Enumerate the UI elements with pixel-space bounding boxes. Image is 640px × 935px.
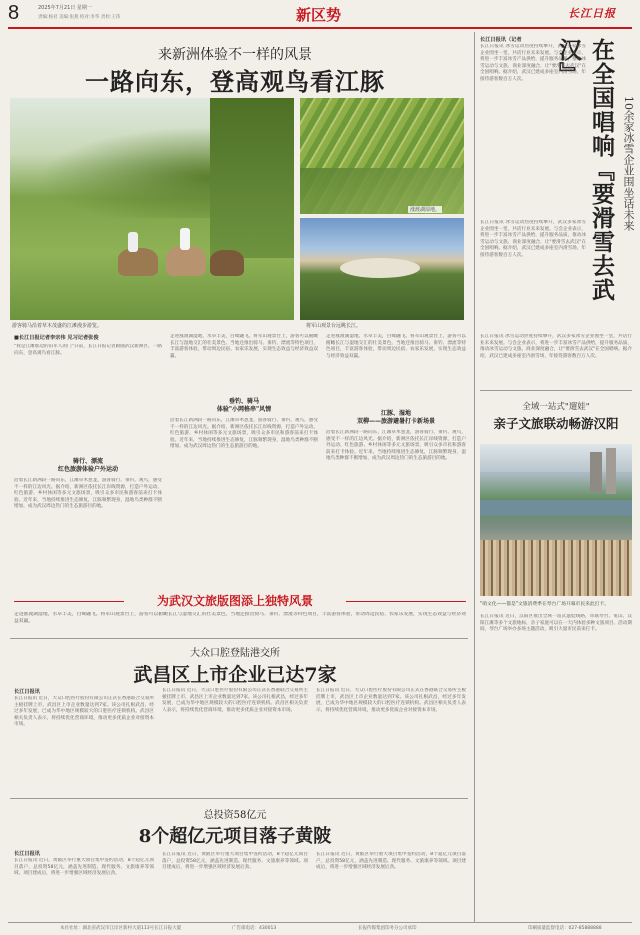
- story1-lead: "我是江滩那边的旧军人的门"日前，长江日报记者跟随武汉新洲区，一路向东，登高观鸟看江豚。: [14, 344, 162, 356]
- right-photo-caption: "萌文化——都是"文旅消费季在琴台广场开幕市民来此打卡。: [480, 602, 610, 607]
- page-number: 8: [8, 2, 20, 24]
- photo-caption-1: 游客骑马沿着草木茂盛的江滩漫步游览。: [12, 323, 103, 329]
- building: [606, 448, 616, 494]
- divider: [10, 798, 468, 799]
- story1-col3-text-b: 沿着长江新洲段一路向东，江滩草木葱茏，游客骑行、垂钓、观鸟，感受不一样的江边风光。据介绍，新洲区依托长江岸线资源，打造户外运动、红色旅游、乡村休闲等多元文旅场景，吸引众多市民和游客前来打卡体验。近年来，当地持续推进生态修复，江豚频繁现身，湿地鸟类种群不断增加，成为武汉周边热门的生态旅游目的地。: [326, 430, 466, 462]
- photo-caption-2: 涨渡湖湿地。: [410, 207, 441, 213]
- story3-col3: 长江日报讯 近日，黄陂区举行重大项目集中签约活动，8个超亿元项目落户，总投资58亿元，涵盖先进制造、现代服务、文旅康养等领域。项目建成后，将进一步增强区域经济发展后劲。: [316, 852, 466, 871]
- story2-col3: 长江日报讯 近日，大众口腔医疗股份有限公司正式在香港联合交易所主板挂牌上市，武昌区上市企业数量达到7家。该公司扎根武昌，经过多年发展，已成为华中地区规模较大的口腔医疗连锁机构。武昌区相关负责人表示，将持续优化营商环境，推动更多优质企业对接资本市场。: [316, 688, 466, 713]
- rider: [180, 228, 190, 250]
- story1-kicker: 来新洲体验不一样的风景: [158, 47, 312, 63]
- story1-sub-3: 江豚、湿地 双柳——旅游避暑打卡新场景: [356, 410, 435, 425]
- date-line: 2025年7月21日 星期一: [38, 5, 92, 11]
- right-story-byline: 长江日报讯（记者: [480, 37, 522, 43]
- story2-title: 武昌区上市企业已达7家: [133, 664, 337, 686]
- photo-aerial-plaza: [480, 444, 632, 596]
- photo-overlook: [300, 218, 464, 320]
- newspaper-logo: 长江日报: [568, 7, 616, 20]
- photo-wetland: [300, 98, 464, 214]
- story2-kicker: 大众口腔登陆港交所: [190, 648, 280, 659]
- story3-byline: 长江日报讯: [14, 851, 40, 857]
- building: [590, 452, 602, 492]
- horse: [210, 250, 244, 276]
- column-separator: [474, 32, 475, 922]
- story3-title: 8个超亿元项目落子黄陂: [138, 826, 332, 847]
- story1-title: 一路向东，登高观鸟看江豚: [85, 67, 385, 96]
- banner-rule-right: [346, 601, 466, 602]
- right-story-title: 在全国唱响『要滑雪去武汉』: [555, 38, 615, 302]
- story1-col2-text: 走进涨渡湖湿地，水草丰美，白鹭翩飞。将军山观景台上，游客可以俯瞰长江与湿地交汇的壮美景色。当地还推出骑马、垂钓、漂流等特色项目，丰富游客体验，带动周边民宿、农家乐发展，实现生态效益与经济效益双赢。: [170, 334, 318, 359]
- right-photo-title: 亲子文旅联动畅游汉阳: [493, 416, 619, 431]
- banner-rule-left: [14, 601, 124, 602]
- footer-mid: 广告部电话：430013: [232, 926, 277, 931]
- header-rule: [8, 27, 632, 29]
- story2-byline: 长江日报讯: [14, 689, 40, 695]
- story1-sub-1: 骑行、漂流 红色旅游体验户外运动: [57, 458, 118, 473]
- right-lower-text: 长江日报讯 近日，汉阳区推出全域一站式遛娃线路，串联琴台、龟山、汉阳江滩等多个文旅地标，亲子家庭可以在一天内体验多种文旅项目。活动期间，琴台广场举办多场主题活动，吸引大量市民前来打卡。: [480, 614, 632, 633]
- story2-col2: 长江日报讯 近日，大众口腔医疗股份有限公司正式在香港联合交易所主板挂牌上市，武昌区上市企业数量达到7家。该公司扎根武昌，经过多年发展，已成为华中地区规模较大的口腔医疗连锁机构。武昌区相关负责人表示，将持续优化营商环境，推动更多优质企业对接资本市场。: [162, 688, 308, 713]
- horse: [118, 248, 158, 276]
- story1-col1-text: 沿着长江新洲段一路向东，江滩草木葱茏，游客骑行、垂钓、观鸟，感受不一样的江边风光。据介绍，新洲区依托长江岸线资源，打造户外运动、红色旅游、乡村休闲等多元文旅场景，吸引众多市民和游客前来打卡体验。近年来，当地持续推进生态修复，江豚频繁现身，湿地鸟类种群不断增加，成为武汉周边热门的生态旅游目的地。: [14, 478, 162, 510]
- rider: [128, 232, 138, 252]
- story3-col2: 长江日报讯 近日，黄陂区举行重大项目集中签约活动，8个超亿元项目落户，总投资58亿元，涵盖先进制造、现代服务、文旅康养等领域。项目建成后，将进一步增强区域经济发展后劲。: [162, 852, 308, 871]
- divider: [480, 390, 632, 391]
- page-header: [0, 0, 640, 28]
- banner-title: 为武汉文旅版图添上独特风景: [156, 594, 313, 608]
- footer-right: 长报传媒集团印务分公司承印: [358, 926, 417, 931]
- story3-kicker: 总投资58亿元: [203, 810, 267, 821]
- footer-rule: [8, 922, 632, 923]
- story2-col1: 长江日报讯 近日，大众口腔医疗股份有限公司正式在香港联合交易所主板挂牌上市，武昌区上市企业数量达到7家。该公司扎根武昌，经过多年发展，已成为华中地区规模较大的口腔医疗连锁机构。武昌区相关负责人表示，将持续优化营商环境，推动更多优质企业对接资本市场。: [14, 696, 154, 728]
- footer-left: 本社社址：湖北省武汉市江岸区新村大道113号长江日报大厦: [60, 926, 182, 931]
- right-story-col1b: 长江日报讯 冰雪运动热度持续攀升，武汉多家冰雪企业围坐一堂，共话行业未来发展。与会企业表示，将进一步丰富冰雪产品供给，提升服务品质，推动冰雪运动与文旅、商业深度融合，让"要滑雪去武汉"在全国唱响。据介绍，武汉已建成多座室内滑雪场，年接待游客数百万人次。: [480, 220, 586, 258]
- right-photo-kicker: 全域一站式"遛娃": [522, 402, 590, 412]
- right-story-col1: 长江日报讯 冰雪运动热度持续攀升，武汉多家冰雪企业围坐一堂，共话行业未来发展。与会企业表示，将进一步丰富冰雪产品供给，提升服务品质，推动冰雪运动与文旅、商业深度融合，让"要滑雪去武汉"在全国唱响。据介绍，武汉已建成多座室内滑雪场，年接待游客数百万人次。: [480, 44, 586, 82]
- horse: [166, 246, 206, 276]
- story1-sub-2: 垂钓、骑马 体验"小网格串"风情: [216, 398, 272, 413]
- banner-text: 走进涨渡湖湿地，水草丰美，白鹭翩飞。将军山观景台上，游客可以俯瞰长江与湿地交汇的壮美景色。当地还推出骑马、垂钓、漂流等特色项目，丰富游客体验，带动周边民宿、农家乐发展，实现生态效益与经济效益双赢。: [14, 612, 466, 624]
- story1-col3-text: 走进涨渡湖湿地，水草丰美，白鹭翩飞。将军山观景台上，游客可以俯瞰长江与湿地交汇的壮美景色。当地还推出骑马、垂钓、漂流等特色项目，丰富游客体验，带动周边民宿、农家乐发展，实现生态效益与经济效益双赢。: [326, 334, 466, 359]
- editor-line: 责编:杨君 美编:张燕 校对:李华 责检:王伟: [38, 15, 121, 20]
- section-title: 新区势: [296, 6, 342, 24]
- photo-horse-riding: [10, 98, 294, 320]
- right-story-col2: 长江日报讯 冰雪运动热度持续攀升，武汉多家冰雪企业围坐一堂，共话行业未来发展。与会企业表示，将进一步丰富冰雪产品供给，提升服务品质，推动冰雪运动与文旅、商业深度融合，让"要滑雪去武汉"在全国唱响。据介绍，武汉已建成多座室内滑雪场，年接待游客数百万人次。: [480, 334, 632, 359]
- right-story-subtitle: 10余家冰雪企业围坐话未来: [622, 96, 635, 231]
- footer-far: 印刷质量监督电话：027-85888888: [528, 926, 602, 931]
- story1-col2-text-b: 沿着长江新洲段一路向东，江滩草木葱茏，游客骑行、垂钓、观鸟，感受不一样的江边风光。据介绍，新洲区依托长江岸线资源，打造户外运动、红色旅游、乡村休闲等多元文旅场景，吸引众多市民和游客前来打卡体验。近年来，当地持续推进生态修复，江豚频繁现身，湿地鸟类种群不断增加，成为武汉周边热门的生态旅游目的地。: [170, 418, 318, 450]
- story1-byline: ■长江日报记者李宗伟 见习记者张俊: [14, 335, 99, 341]
- photo-caption-3: 将军山观景台远眺长江。: [306, 323, 362, 329]
- divider: [10, 638, 468, 639]
- story3-col1: 长江日报讯 近日，黄陂区举行重大项目集中签约活动，8个超亿元项目落户，总投资58亿元，涵盖先进制造、现代服务、文旅康养等领域。项目建成后，将进一步增强区域经济发展后劲。: [14, 858, 154, 877]
